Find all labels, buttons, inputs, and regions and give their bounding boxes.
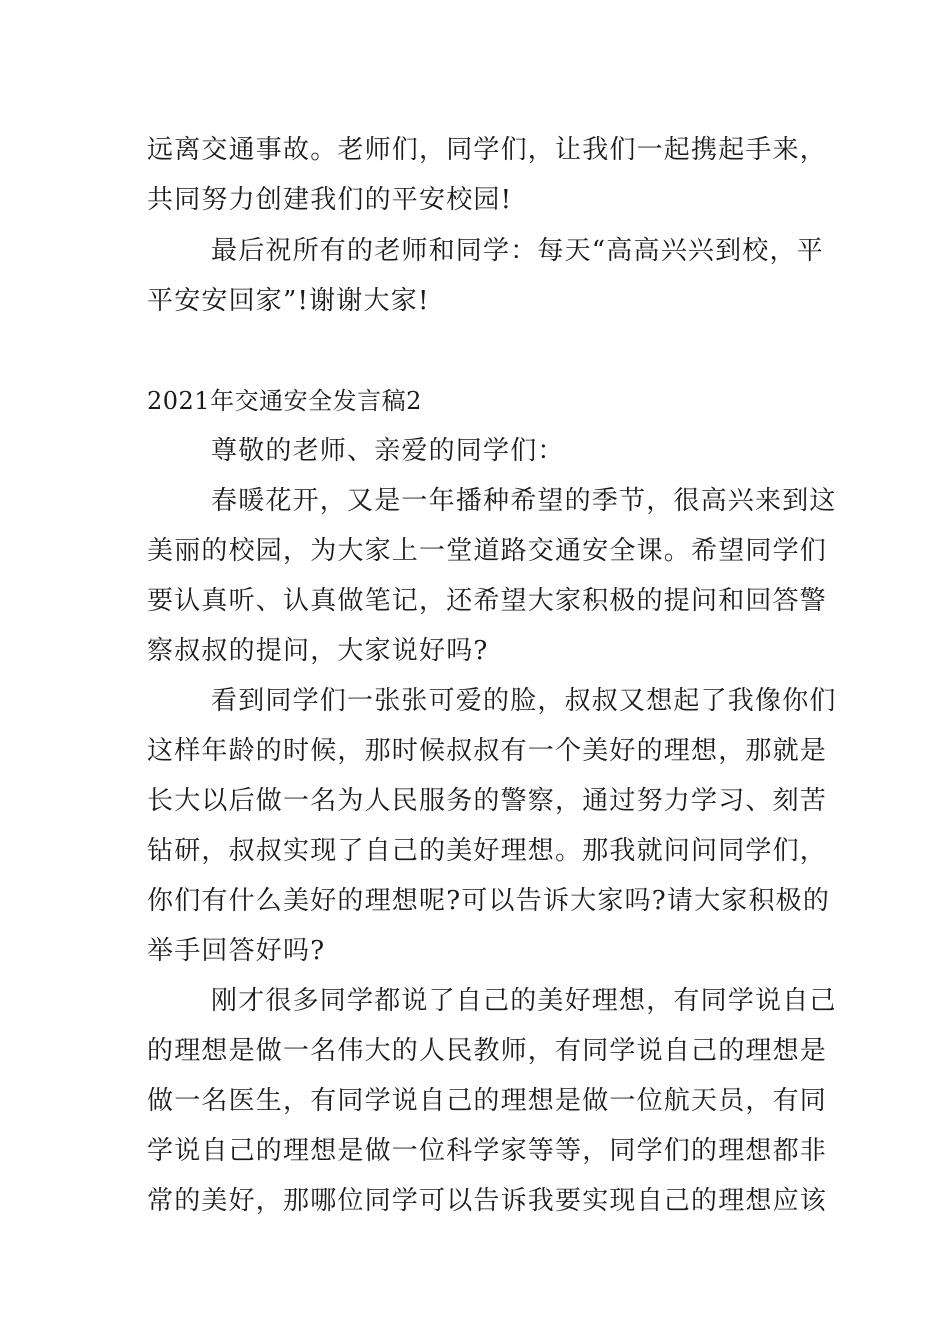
- text-line: 的理想是做一名伟大的人民教师，有同学说自己的理想是: [147, 1036, 828, 1066]
- paragraph-first-line: 刚才很多同学都说了自己的美好理想，有同学说自己: [211, 986, 837, 1016]
- paragraph-first-line: 最后祝所有的老师和同学：每天“高高兴兴到校，平: [211, 236, 824, 266]
- text-line: 美丽的校园，为大家上一堂道路交通安全课。希望同学们: [147, 536, 828, 566]
- text-line: 远离交通事故。老师们，同学们，让我们一起携起手来，: [147, 135, 828, 165]
- text-line: 你们有什么美好的理想呢?可以告诉大家吗?请大家积极的: [147, 886, 831, 916]
- text-line: 做一名医生，有同学说自己的理想是做一位航天员，有同: [147, 1086, 828, 1116]
- paragraph-first-line: 春暖花开，又是一年播种希望的季节，很高兴来到这: [211, 486, 837, 516]
- text-line: 要认真听、认真做笔记，还希望大家积极的提问和回答警: [147, 586, 828, 616]
- paragraph-first-line: 看到同学们一张张可爱的脸，叔叔又想起了我像你们: [211, 686, 837, 716]
- text-line: 共同努力创建我们的平安校园!: [147, 185, 513, 215]
- section-heading: 2021年交通安全发言稿2: [147, 387, 422, 415]
- text-line: 学说自己的理想是做一位科学家等等，同学们的理想都非: [147, 1136, 828, 1166]
- text-line: 举手回答好吗?: [147, 936, 326, 966]
- salutation: 尊敬的老师、亲爱的同学们：: [211, 436, 565, 466]
- text-line: 常的美好，那哪位同学可以告诉我要实现自己的理想应该: [147, 1186, 828, 1216]
- text-line: 钻研，叔叔实现了自己的美好理想。那我就问问同学们，: [147, 836, 828, 866]
- text-line: 这样年龄的时候，那时候叔叔有一个美好的理想，那就是: [147, 736, 828, 766]
- text-line: 察叔叔的提问，大家说好吗?: [147, 636, 489, 666]
- text-line: 长大以后做一名为人民服务的警察，通过努力学习、刻苦: [147, 786, 828, 816]
- text-line: 平安安回家”!谢谢大家!: [147, 286, 430, 316]
